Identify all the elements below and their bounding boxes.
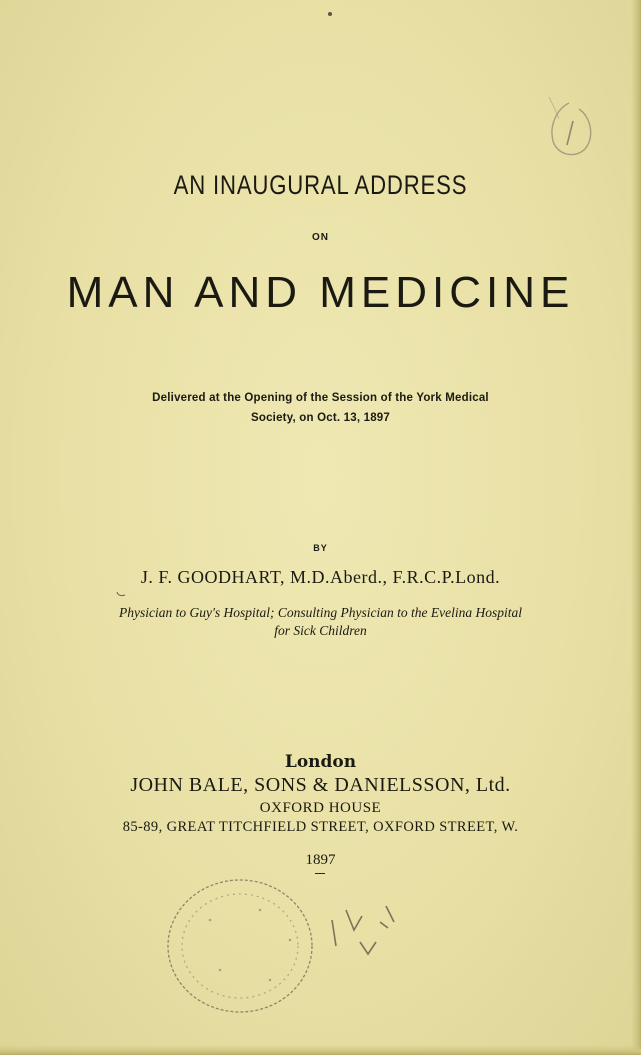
- title-on: ON: [312, 232, 329, 243]
- pencil-tick-icon: [116, 591, 126, 597]
- title-line-2: MAN AND MEDICINE: [66, 268, 575, 317]
- library-stamp-icon: [150, 870, 430, 1030]
- imprint-house: OXFORD HOUSE: [259, 800, 382, 816]
- imprint-address: 85-89, GREAT TITCHFIELD STREET, OXFORD STREET, W.: [122, 819, 519, 835]
- ink-speck: [328, 12, 332, 16]
- page-edge-right: [631, 0, 641, 1055]
- author-name: J. F. GOODHART, M.D.Aberd., F.R.C.P.Lond.: [140, 567, 501, 587]
- by-label: BY: [313, 543, 328, 553]
- delivered-line-1: Delivered at the Opening of the Session of the York Medical: [152, 392, 489, 404]
- page-edge-bottom: [0, 1045, 641, 1055]
- imprint-place: London: [284, 752, 357, 772]
- delivered-line-2: Society, on Oct. 13, 1897: [250, 412, 390, 424]
- pencil-annotation-icon: [539, 95, 601, 165]
- title-line-1: AN INAUGURAL ADDRESS: [173, 170, 468, 200]
- author-affiliation-line-1: Physician to Guy's Hospital; Consulting Physician to the Evelina Hospital: [119, 605, 522, 620]
- author-affiliation-line-2: for Sick Children: [274, 623, 367, 638]
- imprint-publisher: JOHN BALE, SONS & DANIELSSON, Ltd.: [130, 774, 511, 796]
- imprint-year: 1897: [305, 852, 336, 868]
